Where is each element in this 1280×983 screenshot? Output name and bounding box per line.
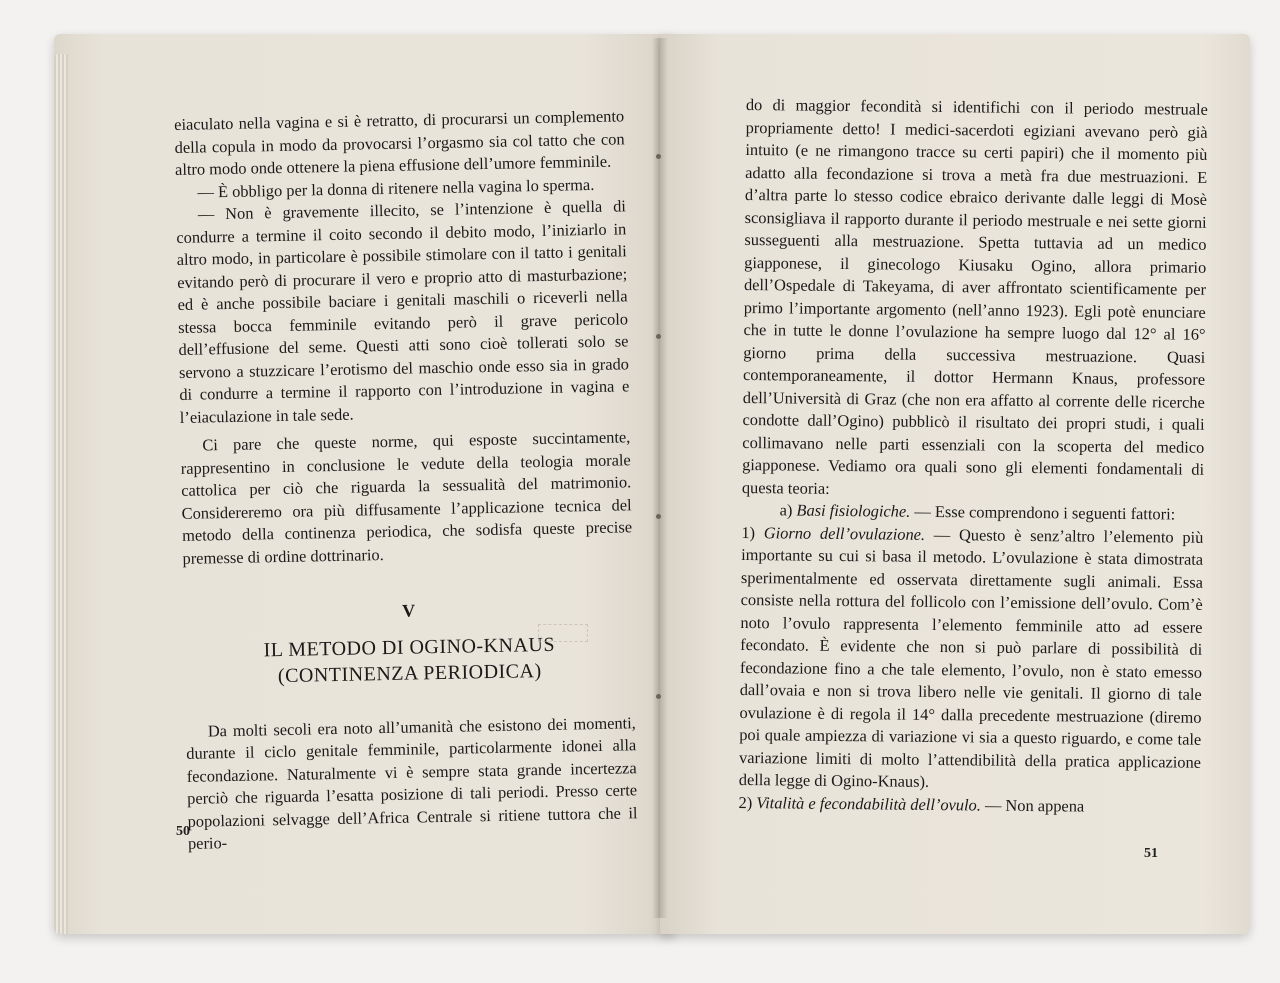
- open-book: [40, 34, 1260, 944]
- item-title: Giorno dell’ovulazione.: [763, 522, 926, 544]
- binding-stitch: [656, 334, 661, 339]
- faint-stamp: [538, 624, 588, 642]
- right-page-text: [738, 94, 1208, 819]
- page-number: 50: [176, 824, 190, 839]
- item-text: — Non appena: [984, 795, 1085, 816]
- section-title: Basi fisiologiche.: [796, 500, 911, 521]
- chapter-number: V: [401, 600, 416, 621]
- binding-stitch: [656, 514, 661, 519]
- chapter-title-line: (CONTINENZA PERIODICA): [277, 659, 542, 687]
- chapter-opening-paragraph: Da molti secoli era noto all’umanità che esistono dei momenti, durante il ciclo genitale femminile, particolarmente idonei alla fecondazione. Naturalmente vi è sempre stata grande incertezza perciò che riguarda l’esatta posizione di tali periodi. Presso certe popolazioni selvagge dell’Africa Centrale si ritiene tuttora che il perio-: [186, 712, 638, 853]
- page-number: 51: [1144, 846, 1158, 861]
- list-item: [739, 521, 1204, 796]
- section-label: a): [779, 500, 793, 520]
- item-text: — Questo è senz’altro l’elemento più importante su cui si basa il metodo. L’ovulazione è stata dimostrata sperimentalmente ed osservata direttamente sugli animali. Essa consiste nella rottura del follicolo con l’emissione dell’ovulo. Com’è noto l’ovulo rappresenta l’elemento femminile atto ad essere fecondato. È evidente che non si può parlare di possibilità di fecondazione fino a che tale elemento, l’ovulo, non è stato emesso dall’ovaia e non si trova libero nelle vie genitali. Il giorno di tale ovulazione è di regola il 14° dalla precedente mestruazione (diremo poi quale ampiezza di variazione vi sia a questo riguardo, e come tale variazione limiti di molto l’attendibilità della pratica applicazione della legge di Ogino-Knaus).: [738, 524, 1204, 791]
- paragraph: — È obbligo per la donna di ritenere nella vagina lo sperma.: [197, 174, 595, 202]
- chapter-title-line: IL METODO DI OGINO-KNAUS: [263, 633, 556, 661]
- paragraph: Ci pare che queste norme, qui esposte succintamente, rappresentino in conclusione le vedute della teologia morale cattolica per ciò che riguarda la sessualità del matrimonio. Considereremo ora più diffusamente l’applicazione tecnica del metodo della continenza periodica, che sodisfa queste precise premesse di ordine dottrinario.: [180, 427, 633, 568]
- right-page: [660, 34, 1250, 934]
- item-label: 1): [741, 522, 756, 542]
- item-label: 2): [738, 792, 753, 812]
- paragraph: do di maggior fecondità si identifichi con il periodo mestruale propriamente detto! I medici-sacerdoti egiziani avevano però già intuito (e ne rimangono tracce su certi papiri) che il momento più adatto alla fecondazione si trova a metà fra due mestruazioni. E d’altra parte lo stesso codice ebraico derivante dalle leggi di Mosè sconsigliava il rapporto durante il periodo mestruale e nei sette giorni susseguenti alla mestruazione. Spetta tuttavia ad un medico giapponese, il ginecologo Kiusaku Ogino, allora primario dell’Ospedale di Takeyama, di aver affrontato scientificamente per primo l’importante argomento (nell’anno 1923). Egli potè enunciare che in tutte le donne l’ovulazione ha sempre luogo dal 12° al 16° giorno prima della successiva mestruazione. Quasi contemporaneamente, il dottor Hermann Knaus, professore dell’Università di Graz (che non era affatto al corrente delle ricerche condotte dall’Ogino) pubblicò il risultato dei propri studi, i quali collimavano nelle parti essenziali con la scoperta del medico giapponese. Vediamo ora quali sono gli elementi fondamentali di questa teoria:: [741, 94, 1208, 498]
- paragraph: — Non è gravemente illecito, se l’intenzione è quella di condurre a termine il coito secondo il debito modo, l’iniziarlo in altro modo, in particolare è possibile stimolare con il tatto i genitali evitando però di procurare il vero e proprio atto di masturbazione; ed è anche possibile baciare i genitali maschili o riceverli nella stessa bocca femminile evitando però il grave pericolo dell’effusione del seme. Questi atti sono cioè tollerati solo se servono a stuzzicare l’erotismo del maschio onde esso sia in grado di condurre a termine il rapporto con l’introduzione in vagina e l’eiaculazione in tale sede.: [176, 196, 630, 427]
- left-page: [54, 34, 674, 934]
- binding-stitch: [656, 694, 661, 699]
- left-page-text: [174, 105, 638, 855]
- paragraph: eiaculato nella vagina e si è retratto, di procurarsi un complemento della copula in modo da provocarsi l’orgasmo sia col tatto che con altro modo onde ottenere la piena effusione dell’umore femminile.: [174, 106, 625, 179]
- page-edges: [54, 54, 68, 934]
- list-item: [738, 791, 1200, 818]
- binding-stitch: [656, 154, 661, 159]
- book-gutter: [652, 38, 668, 918]
- section-text: — Esse comprendono i seguenti fattori:: [914, 501, 1176, 524]
- item-title: Vitalità e fecondabilità dell’ovulo.: [756, 792, 982, 814]
